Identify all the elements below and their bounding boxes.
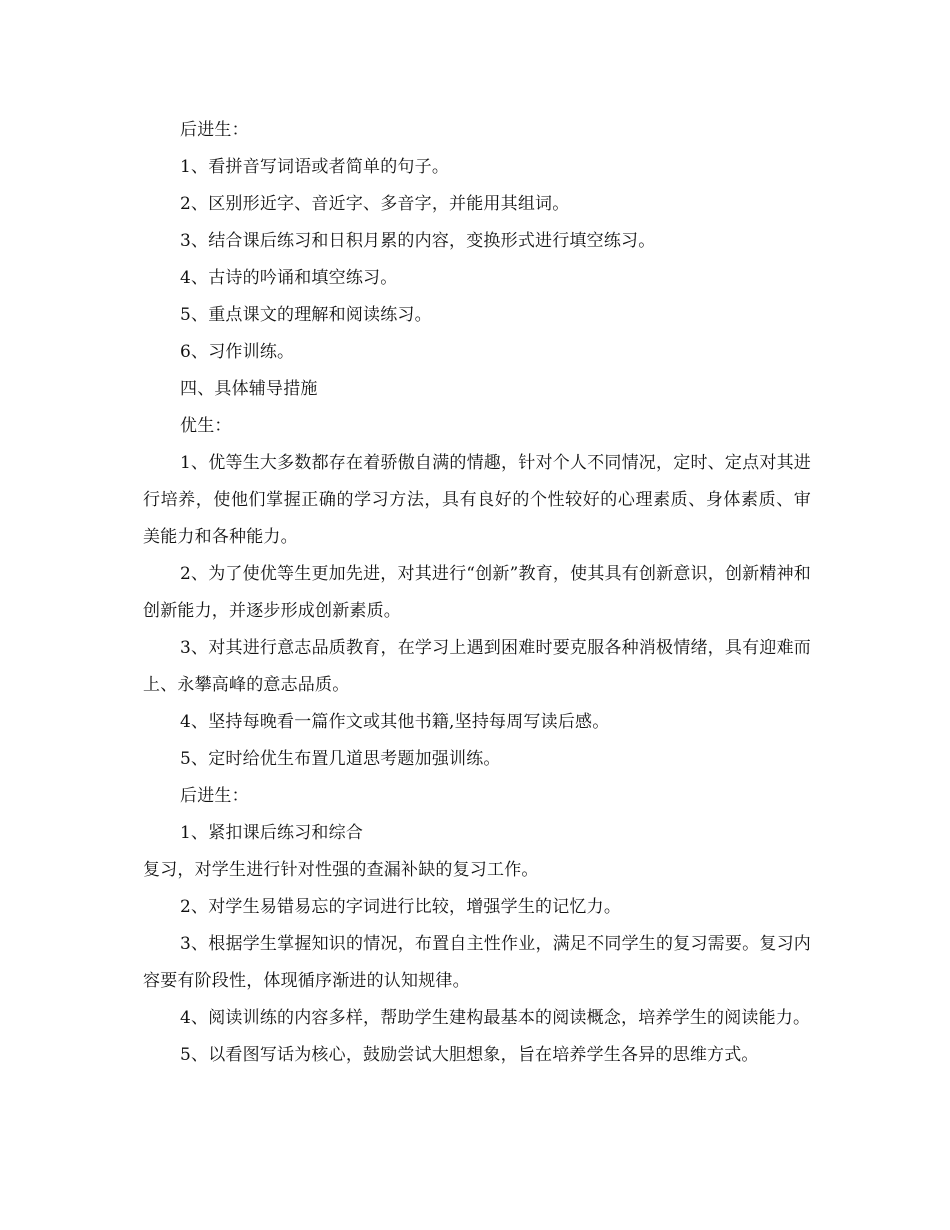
paragraph-item-2: 2、区别形近字、音近字、多音字，并能用其组词。 [180,194,570,214]
paragraph-laggard-item-4: 4、阅读训练的内容多样，帮助学生建构最基本的阅读概念，培养学生的阅读能力。 [180,1008,811,1028]
document-body [143,112,811,1074]
paragraph-top-item-3: 3、对其进行意志品质教育，在学习上遇到困难时要克服各种消极情绪，具有迎难而上、永攀高峰的意志品质。 [143,638,811,695]
paragraph-laggard-item-5: 5、以看图写话为核心，鼓励尝试大胆想象，旨在培养学生各异的思维方式。 [180,1045,759,1065]
paragraph-laggard-item-3: 3、根据学生掌握知识的情况，布置自主性作业，满足不同学生的复习需要。复习内容要有阶段性，体现循序渐进的认知规律。 [143,934,811,991]
paragraph-top-item-4: 4、坚持每晚看一篇作文或其他书籍,坚持每周写读后感。 [180,712,610,732]
paragraph-item-4: 4、古诗的吟诵和填空练习。 [180,268,398,288]
paragraph-item-3: 3、结合课后练习和日积月累的内容，变换形式进行填空练习。 [180,231,656,251]
paragraph-top-item-5: 5、定时给优生布置几道思考题加强训练。 [180,749,501,769]
paragraph-laggard-item-1a: 1、紧扣课后练习和综合 [180,823,364,843]
paragraph-item-5: 5、重点课文的理解和阅读练习。 [180,305,432,325]
heading-laggard-students-1: 后进生： [180,120,249,140]
paragraph-item-1: 1、看拼音写词语或者简单的句子。 [180,157,450,177]
section-heading-measures: 四、具体辅导措施 [180,379,318,399]
heading-top-students: 优生： [180,416,232,436]
paragraph-item-6: 6、习作训练。 [180,342,295,362]
paragraph-top-item-2: 2、为了使优等生更加先进，对其进行“创新”教育，使其具有创新意识，创新精神和创新能力，并逐步形成创新素质。 [143,564,811,621]
paragraph-laggard-item-2: 2、对学生易错易忘的字词进行比较，增强学生的记忆力。 [180,897,622,917]
paragraph-top-item-1: 1、优等生大多数都存在着骄傲自满的情趣，针对个人不同情况，定时、定点对其进行培养，使他们掌握正确的学习方法，具有良好的个性较好的心理素质、身体素质、审美能力和各种能力。 [143,453,811,547]
paragraph-laggard-item-1b: 复习，对学生进行针对性强的查漏补缺的复习工作。 [143,860,539,880]
heading-laggard-students-2: 后进生： [180,786,249,806]
